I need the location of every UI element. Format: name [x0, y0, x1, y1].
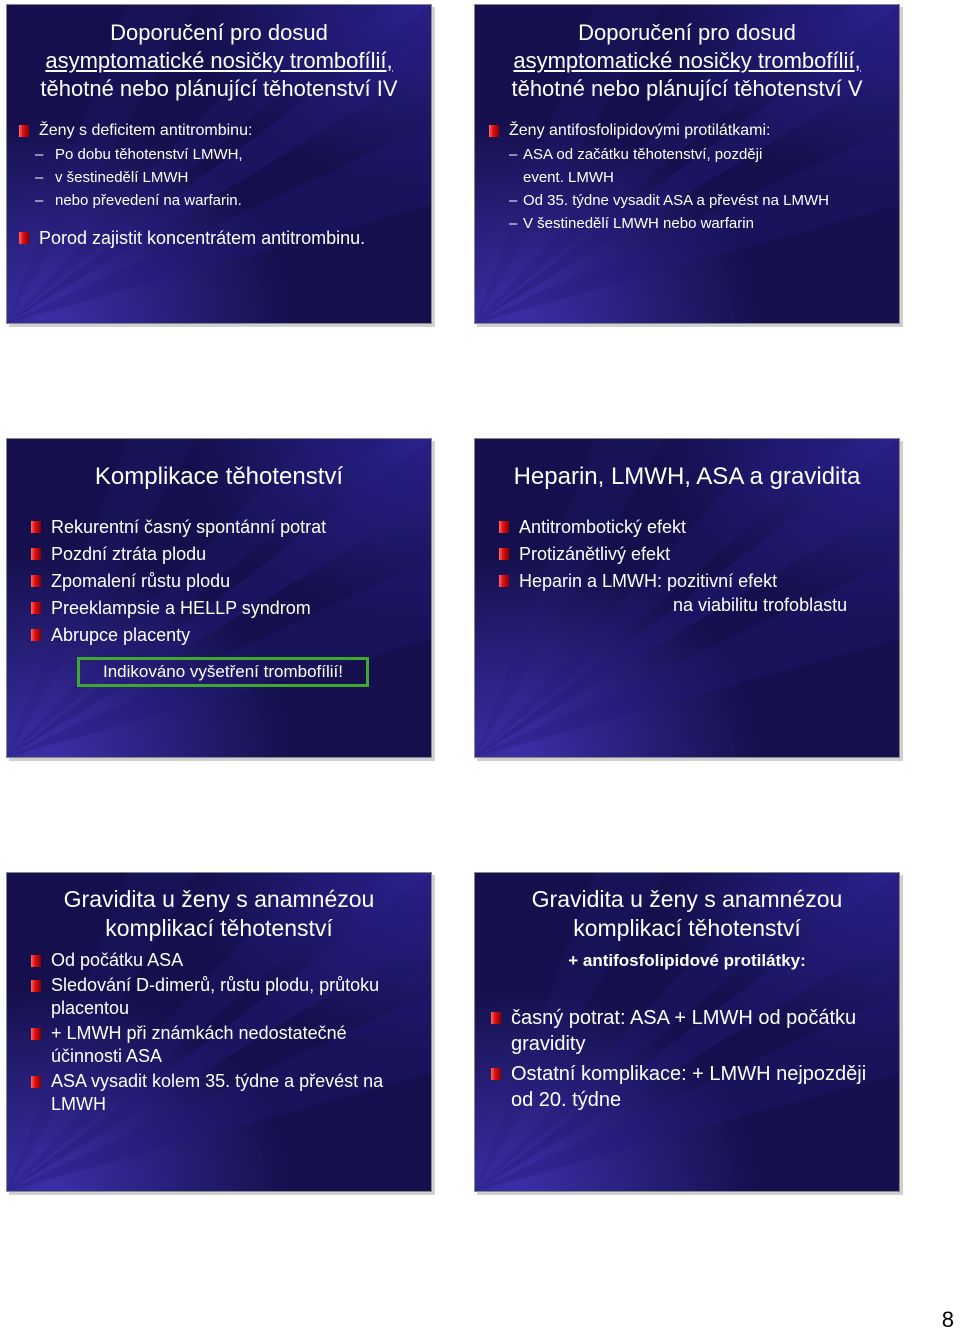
bullet-text: + LMWH při známkách nedostatečné účinnosti ASA: [51, 1023, 347, 1066]
bullet-icon: [31, 955, 41, 967]
slide-subtitle: + antifosfolipidové protilátky:: [568, 951, 806, 970]
bullet-item: [31, 1022, 406, 1068]
slide-2: [474, 4, 900, 324]
bullet-icon: [19, 232, 29, 244]
bullet-icon: [31, 575, 41, 587]
bullet-icon: [499, 521, 509, 533]
bullet-text: Sledování D-dimerů, růstu plodu, průtoku placentou: [51, 975, 380, 1018]
bullet-item: [489, 119, 849, 143]
bullet-item: [31, 623, 421, 648]
page-number: 8: [941, 1307, 954, 1332]
sub-item: – V šestinedělí LMWH nebo warfarin: [509, 215, 754, 232]
sub-item: – v šestinedělí LMWH: [35, 169, 189, 186]
bullet-icon: [31, 980, 41, 992]
bullet-text: časný potrat: ASA + LMWH od počátku gravidity: [511, 1007, 857, 1055]
slide-6: [474, 872, 900, 1192]
bullet-text: Ženy antifosfolipidovými protilátkami:: [509, 122, 771, 139]
slide-body: [489, 119, 849, 235]
bullet-text: Pozdní ztráta plodu: [51, 544, 207, 564]
slide-title: [7, 19, 431, 103]
bullet-text: Protizánětlivý efekt: [519, 544, 671, 564]
sub-text: V šestinedělí LMWH nebo warfarin: [523, 215, 754, 232]
slide-title: [475, 19, 899, 103]
bullet-item: [31, 1070, 406, 1116]
slide-body: [499, 515, 889, 616]
title-line: Doporučení pro dosud: [110, 20, 328, 45]
sub-item: – nebo převedení na warfarin.: [35, 192, 242, 209]
slide-title: [7, 885, 431, 943]
sub-item: – Od 35. týdne vysadit ASA a převést na LMWH: [509, 192, 829, 209]
title-line: těhotné nebo plánující těhotenství IV: [40, 76, 398, 101]
bullet-icon: [491, 1068, 501, 1080]
bullet-continuation: na viabilitu trofoblastu: [673, 595, 848, 615]
slide-title: Heparin, LMWH, ASA a gravidita: [513, 463, 861, 490]
sub-text: ASA od začátku těhotenství, později event. LMWH: [523, 146, 763, 186]
bullet-text: Heparin a LMWH: pozitivní efekt: [519, 571, 778, 591]
slide-body: [491, 1005, 886, 1113]
highlight-box: Indikováno vyšetření trombofílií!: [77, 657, 369, 687]
bullet-item: [499, 569, 889, 594]
bullet-icon: [489, 125, 499, 137]
bullet-icon: [499, 575, 509, 587]
bullet-text: ASA vysadit kolem 35. týdne a převést na LMWH: [51, 1071, 384, 1114]
bullet-icon: [31, 629, 41, 641]
bullet-item: [19, 119, 424, 143]
sub-text: Od 35. týdne vysadit ASA a převést na LMWH: [523, 192, 829, 209]
bullet-item: [31, 542, 421, 567]
bullet-item: [31, 515, 421, 540]
bullet-text: Antitrombotický efekt: [519, 517, 687, 537]
bullet-text: Abrupce placenty: [51, 625, 191, 645]
title-line: asymptomatické nosičky trombofílií,: [45, 48, 393, 73]
title-line: těhotné nebo plánující těhotenství V: [511, 76, 863, 101]
bullet-icon: [31, 602, 41, 614]
bullet-icon: [491, 1012, 501, 1024]
bullet-item: [31, 569, 421, 594]
bullet-item: [19, 226, 424, 251]
bullet-icon: [19, 125, 29, 137]
bullet-icon: [31, 1028, 41, 1040]
sub-item: – ASA od začátku těhotenství, později event. LMWH: [509, 146, 763, 186]
slide-4: [474, 438, 900, 758]
bullet-icon: [499, 548, 509, 560]
slide-1: [6, 4, 432, 324]
bullet-text: Zpomalení růstu plodu: [51, 571, 231, 591]
bullet-item: [499, 542, 889, 567]
sub-item: – Po dobu těhotenství LMWH,: [35, 146, 243, 163]
bullet-item: [491, 1061, 886, 1113]
bullet-item: [491, 1005, 886, 1057]
bullet-item: [31, 949, 406, 972]
bullet-icon: [31, 521, 41, 533]
bullet-item: [31, 974, 406, 1020]
bullet-text: Ženy s deficitem antitrombinu:: [39, 122, 253, 139]
title-line: komplikací těhotenství: [105, 915, 333, 941]
sub-text: v šestinedělí LMWH: [55, 169, 189, 186]
bullet-text: Ostatní komplikace: + LMWH nejpozději od 20. týdne: [511, 1063, 867, 1111]
title-line: asymptomatické nosičky trombofílií,: [513, 48, 861, 73]
slide-3: [6, 438, 432, 758]
bullet-item: [499, 515, 889, 540]
title-line: Doporučení pro dosud: [578, 20, 796, 45]
bullet-text: Preeklampsie a HELLP syndrom: [51, 598, 311, 618]
bullet-icon: [31, 548, 41, 560]
slide-5: [6, 872, 432, 1192]
slide-title: Komplikace těhotenství: [94, 463, 344, 490]
title-line: Gravidita u ženy s anamnézou: [531, 886, 843, 912]
bullet-text: Porod zajistit koncentrátem antitrombinu.: [39, 228, 366, 248]
title-line: komplikací těhotenství: [573, 915, 801, 941]
sub-text: Po dobu těhotenství LMWH,: [55, 146, 243, 163]
slide-body: [19, 119, 424, 251]
title-line: Gravidita u ženy s anamnézou: [63, 886, 375, 912]
bullet-text: Od počátku ASA: [51, 950, 184, 970]
slide-body: [31, 515, 421, 648]
sub-text: nebo převedení na warfarin.: [55, 192, 242, 209]
bullet-icon: [31, 1076, 41, 1088]
slide-title: [475, 885, 899, 943]
bullet-item: [31, 596, 421, 621]
bullet-text: Rekurentní časný spontánní potrat: [51, 517, 327, 537]
slide-body: [31, 949, 406, 1116]
